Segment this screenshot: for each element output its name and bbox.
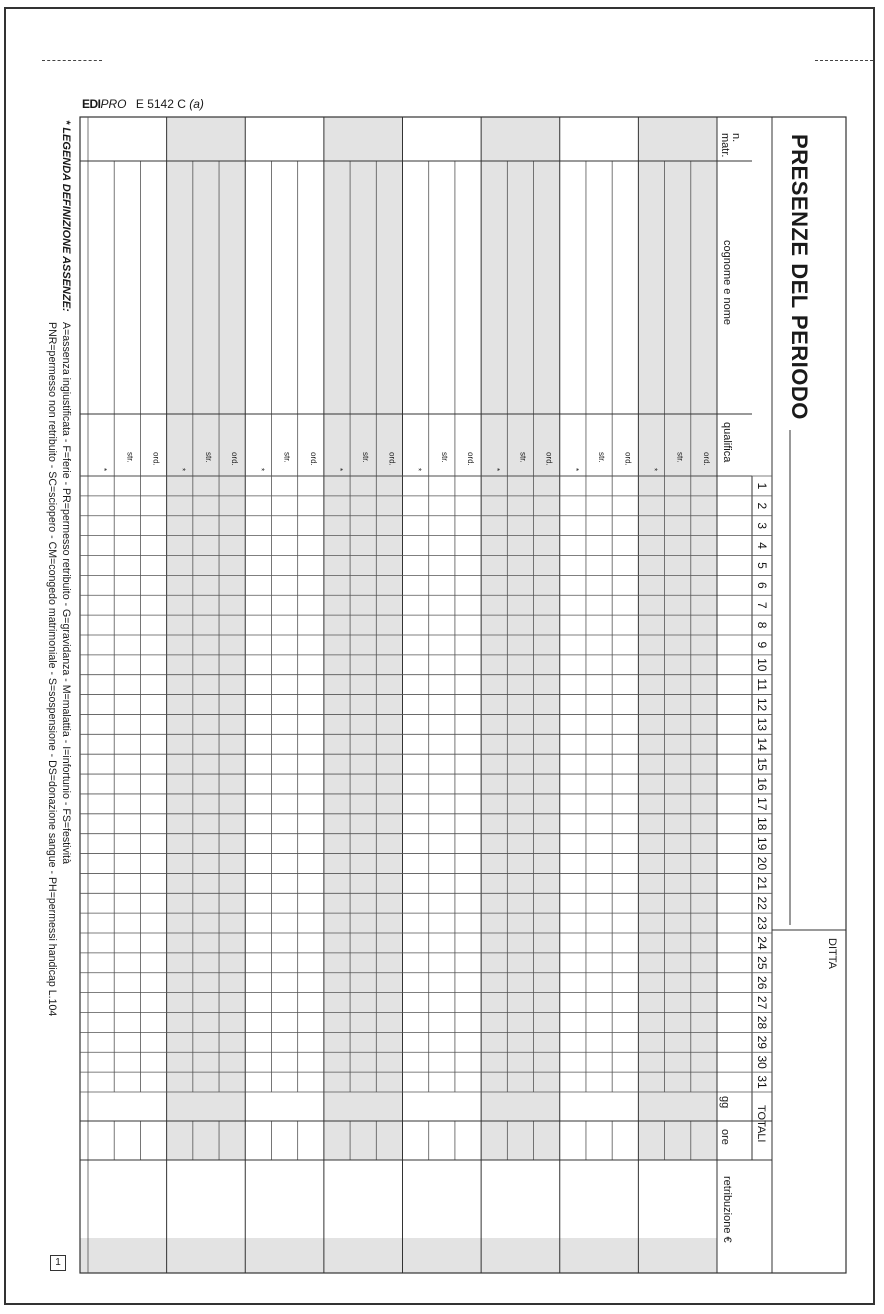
subcolumn-label: ord. (623, 452, 633, 466)
day-number: 7 (755, 601, 769, 609)
gg-header: gg (719, 1096, 731, 1109)
totali-header: TOTALI (755, 1105, 767, 1143)
name-header: cognome e nome (721, 240, 733, 325)
matr-header: n. matr. (719, 133, 742, 158)
subcolumn-label: ord. (544, 452, 554, 466)
day-number: 31 (755, 1075, 769, 1089)
day-number: 2 (755, 502, 769, 510)
day-number: 28 (754, 1015, 769, 1030)
employee-shade-body (167, 161, 246, 1160)
employee-shade-body (638, 161, 717, 1160)
employee-shade-header (638, 117, 717, 161)
employee-shade-header (324, 117, 403, 161)
form-code: E 5142 C (135, 97, 186, 111)
subcolumn-label: * (492, 468, 502, 472)
day-number: 8 (755, 621, 769, 629)
page-number: 1 (50, 1255, 66, 1271)
day-number: 30 (755, 1055, 769, 1069)
day-number: 17 (755, 797, 769, 811)
employee-shade-header (167, 117, 246, 161)
legend-title: * LEGENDA DEFINIZIONE ASSENZE: (60, 120, 72, 312)
subcolumn-label: ord. (387, 452, 397, 466)
brand-logo: EDI (82, 97, 101, 111)
employee-shade-header (481, 117, 560, 161)
ore-header: ore (719, 1129, 731, 1145)
employee-shade-body (324, 161, 403, 1160)
day-number: 5 (755, 562, 769, 569)
retribuzione-header: retribuzione € (721, 1176, 733, 1243)
subcolumn-label: ord. (230, 452, 240, 466)
day-number: 22 (755, 896, 769, 910)
subcolumn-label: * (570, 468, 580, 472)
day-number: 24 (755, 936, 769, 950)
day-number: 13 (755, 717, 769, 732)
subcolumn-label: str. (125, 452, 135, 463)
subcolumn-label: str. (597, 452, 607, 463)
employee-shade-body (481, 161, 560, 1160)
subcolumn-label: str. (518, 452, 528, 463)
subcolumn-label: ord. (701, 452, 711, 466)
subcolumn-label: str. (203, 452, 213, 463)
legend-line-2: PNR=permesso non retribuito - SC=sciopero - CM=congedo matrimoniale - S=sospensione - DS=donazione sangue - PH=permessi handicap L.104 (46, 322, 58, 1017)
subcolumn-label: str. (282, 452, 292, 463)
subcolumn-label: str. (361, 452, 371, 463)
subcolumn-label: * (649, 468, 659, 472)
day-number: 12 (755, 697, 769, 712)
qualifica-header: qualifica (721, 422, 733, 463)
day-number: 15 (755, 757, 769, 771)
legend-line-1: A=assenza ingiustificata - F=ferie - PR=permesso retribuito - G=gravidanza - M=malattia - I=infortunio - FS=festività (60, 322, 72, 864)
day-number: 1 (755, 482, 769, 490)
day-number: 3 (755, 522, 769, 530)
page-title: PRESENZE DEL PERIODO (787, 134, 812, 420)
day-number: 4 (755, 542, 769, 549)
retribuzione-shade (80, 1238, 717, 1273)
day-number: 9 (755, 641, 769, 649)
day-number: 21 (755, 876, 769, 891)
ditta-label: DITTA (826, 938, 838, 969)
day-number: 26 (755, 976, 769, 990)
brand-logo-suffix: PRO (100, 97, 127, 111)
subcolumn-label: * (413, 468, 423, 472)
subcolumn-label: ord. (466, 452, 476, 466)
subcolumn-label: * (177, 468, 187, 472)
day-number: 25 (755, 956, 769, 970)
subcolumn-label: ord. (151, 452, 161, 466)
day-number: 23 (755, 916, 769, 930)
subcolumn-label: * (334, 468, 344, 472)
day-number: 16 (755, 777, 769, 791)
form-code-suffix: (a) (189, 97, 204, 111)
subcolumn-label: str. (439, 452, 449, 463)
day-number: 6 (755, 581, 769, 589)
day-number: 27 (755, 995, 769, 1010)
day-number: 19 (755, 836, 769, 851)
subcolumn-label: * (256, 468, 266, 472)
day-number: 14 (755, 737, 769, 751)
subcolumn-label: str. (675, 452, 685, 463)
day-number: 29 (755, 1035, 769, 1050)
subcolumn-label: ord. (308, 452, 318, 466)
subcolumn-label: * (99, 468, 109, 472)
day-number: 10 (755, 658, 769, 672)
day-number: 11 (755, 678, 769, 691)
day-number: 20 (755, 856, 769, 871)
day-number: 18 (755, 817, 769, 831)
